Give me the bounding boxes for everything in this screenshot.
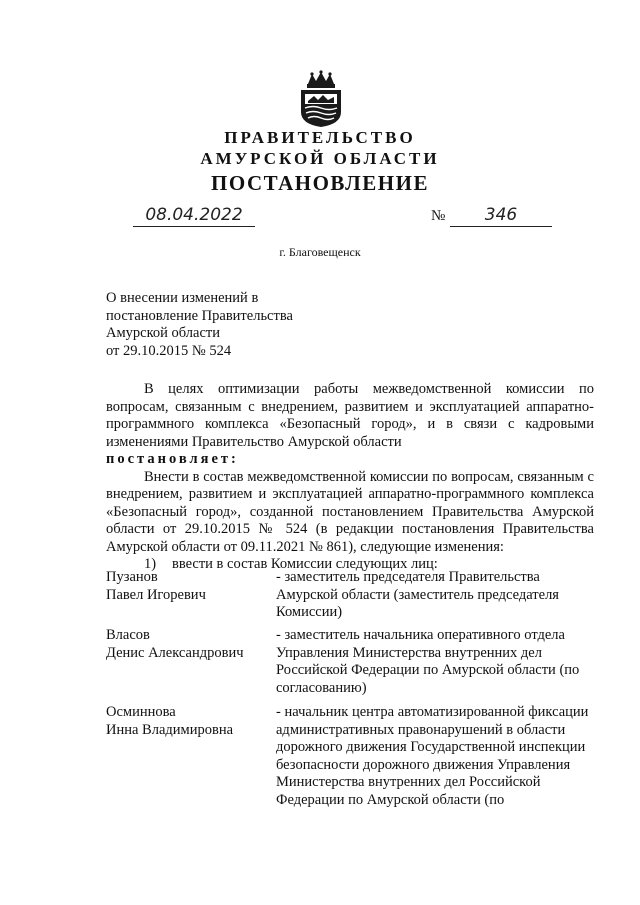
- item-number: 1): [144, 556, 157, 572]
- person-given-name: Инна Владимировна: [106, 721, 234, 738]
- person-surname: Осминнова: [106, 704, 176, 720]
- item-text: ввести в состав Комиссии следующих лиц:: [172, 556, 438, 572]
- subject-line: Амурской области: [106, 325, 220, 341]
- person-given-name: Павел Игоревич: [106, 586, 206, 603]
- subject-line: постановление Правительства: [106, 307, 293, 324]
- government-title-line2: АМУРСКОЙ ОБЛАСТИ: [200, 149, 440, 168]
- document-type-title: ПОСТАНОВЛЕНИЕ: [211, 171, 429, 195]
- subject-line: О внесении изменений в: [106, 290, 259, 306]
- number-label: №: [431, 208, 446, 224]
- person-role: - заместитель начальника оперативного отдела Управления Министерства внутренних дел Российской Федерации по Амурской области (по согласованию): [276, 627, 580, 696]
- resolves-word: постановляет:: [106, 451, 239, 467]
- person-role: - заместитель председателя Правительства Амурской области (заместитель председателя Комиссии): [276, 569, 559, 620]
- subject-line: от 29.10.2015 № 524: [106, 342, 232, 359]
- person-name: [106, 627, 266, 662]
- person-name: [106, 704, 266, 739]
- document-body: [106, 381, 594, 574]
- person-name: [106, 569, 266, 604]
- city-name: г. Благовещенск: [279, 245, 361, 259]
- person-role: - начальник центра автоматизированной фиксации административных правонарушений в области дорожного движения Государственной инспекции безопасности дорожного движения Управления Министерства внутренних дел Российской Федерации по Амурской области (по: [276, 704, 589, 808]
- document-number: 346: [450, 204, 552, 227]
- person-surname: Пузанов: [106, 569, 158, 585]
- document-subject: [106, 290, 386, 360]
- preamble-paragraph: В целях оптимизации работы межведомственной комиссии по вопросам, связанным с внедрением, развитием и эксплуатацией аппаратно-программного комплекса «Безопасный город», и в связи с кадровыми изменениями Правительство Амурской области: [106, 381, 594, 450]
- coat-of-arms-icon: [296, 70, 346, 128]
- government-title-line1: ПРАВИТЕЛЬСТВО: [224, 128, 416, 147]
- main-paragraph: Внести в состав межведомственной комиссии по вопросам, связанным с внедрением, развитием и эксплуатацией аппаратно-программного комплекса «Безопасный город», созданной постановлением Правительства Амурской области от 29.10.2015 № 524 (в редакции постановления Правительства Амурской области от 09.11.2021 № 861), следующие изменения:: [106, 468, 594, 555]
- document-date: 08.04.2022: [133, 204, 255, 227]
- person-surname: Власов: [106, 627, 150, 643]
- person-given-name: Денис Александрович: [106, 644, 244, 661]
